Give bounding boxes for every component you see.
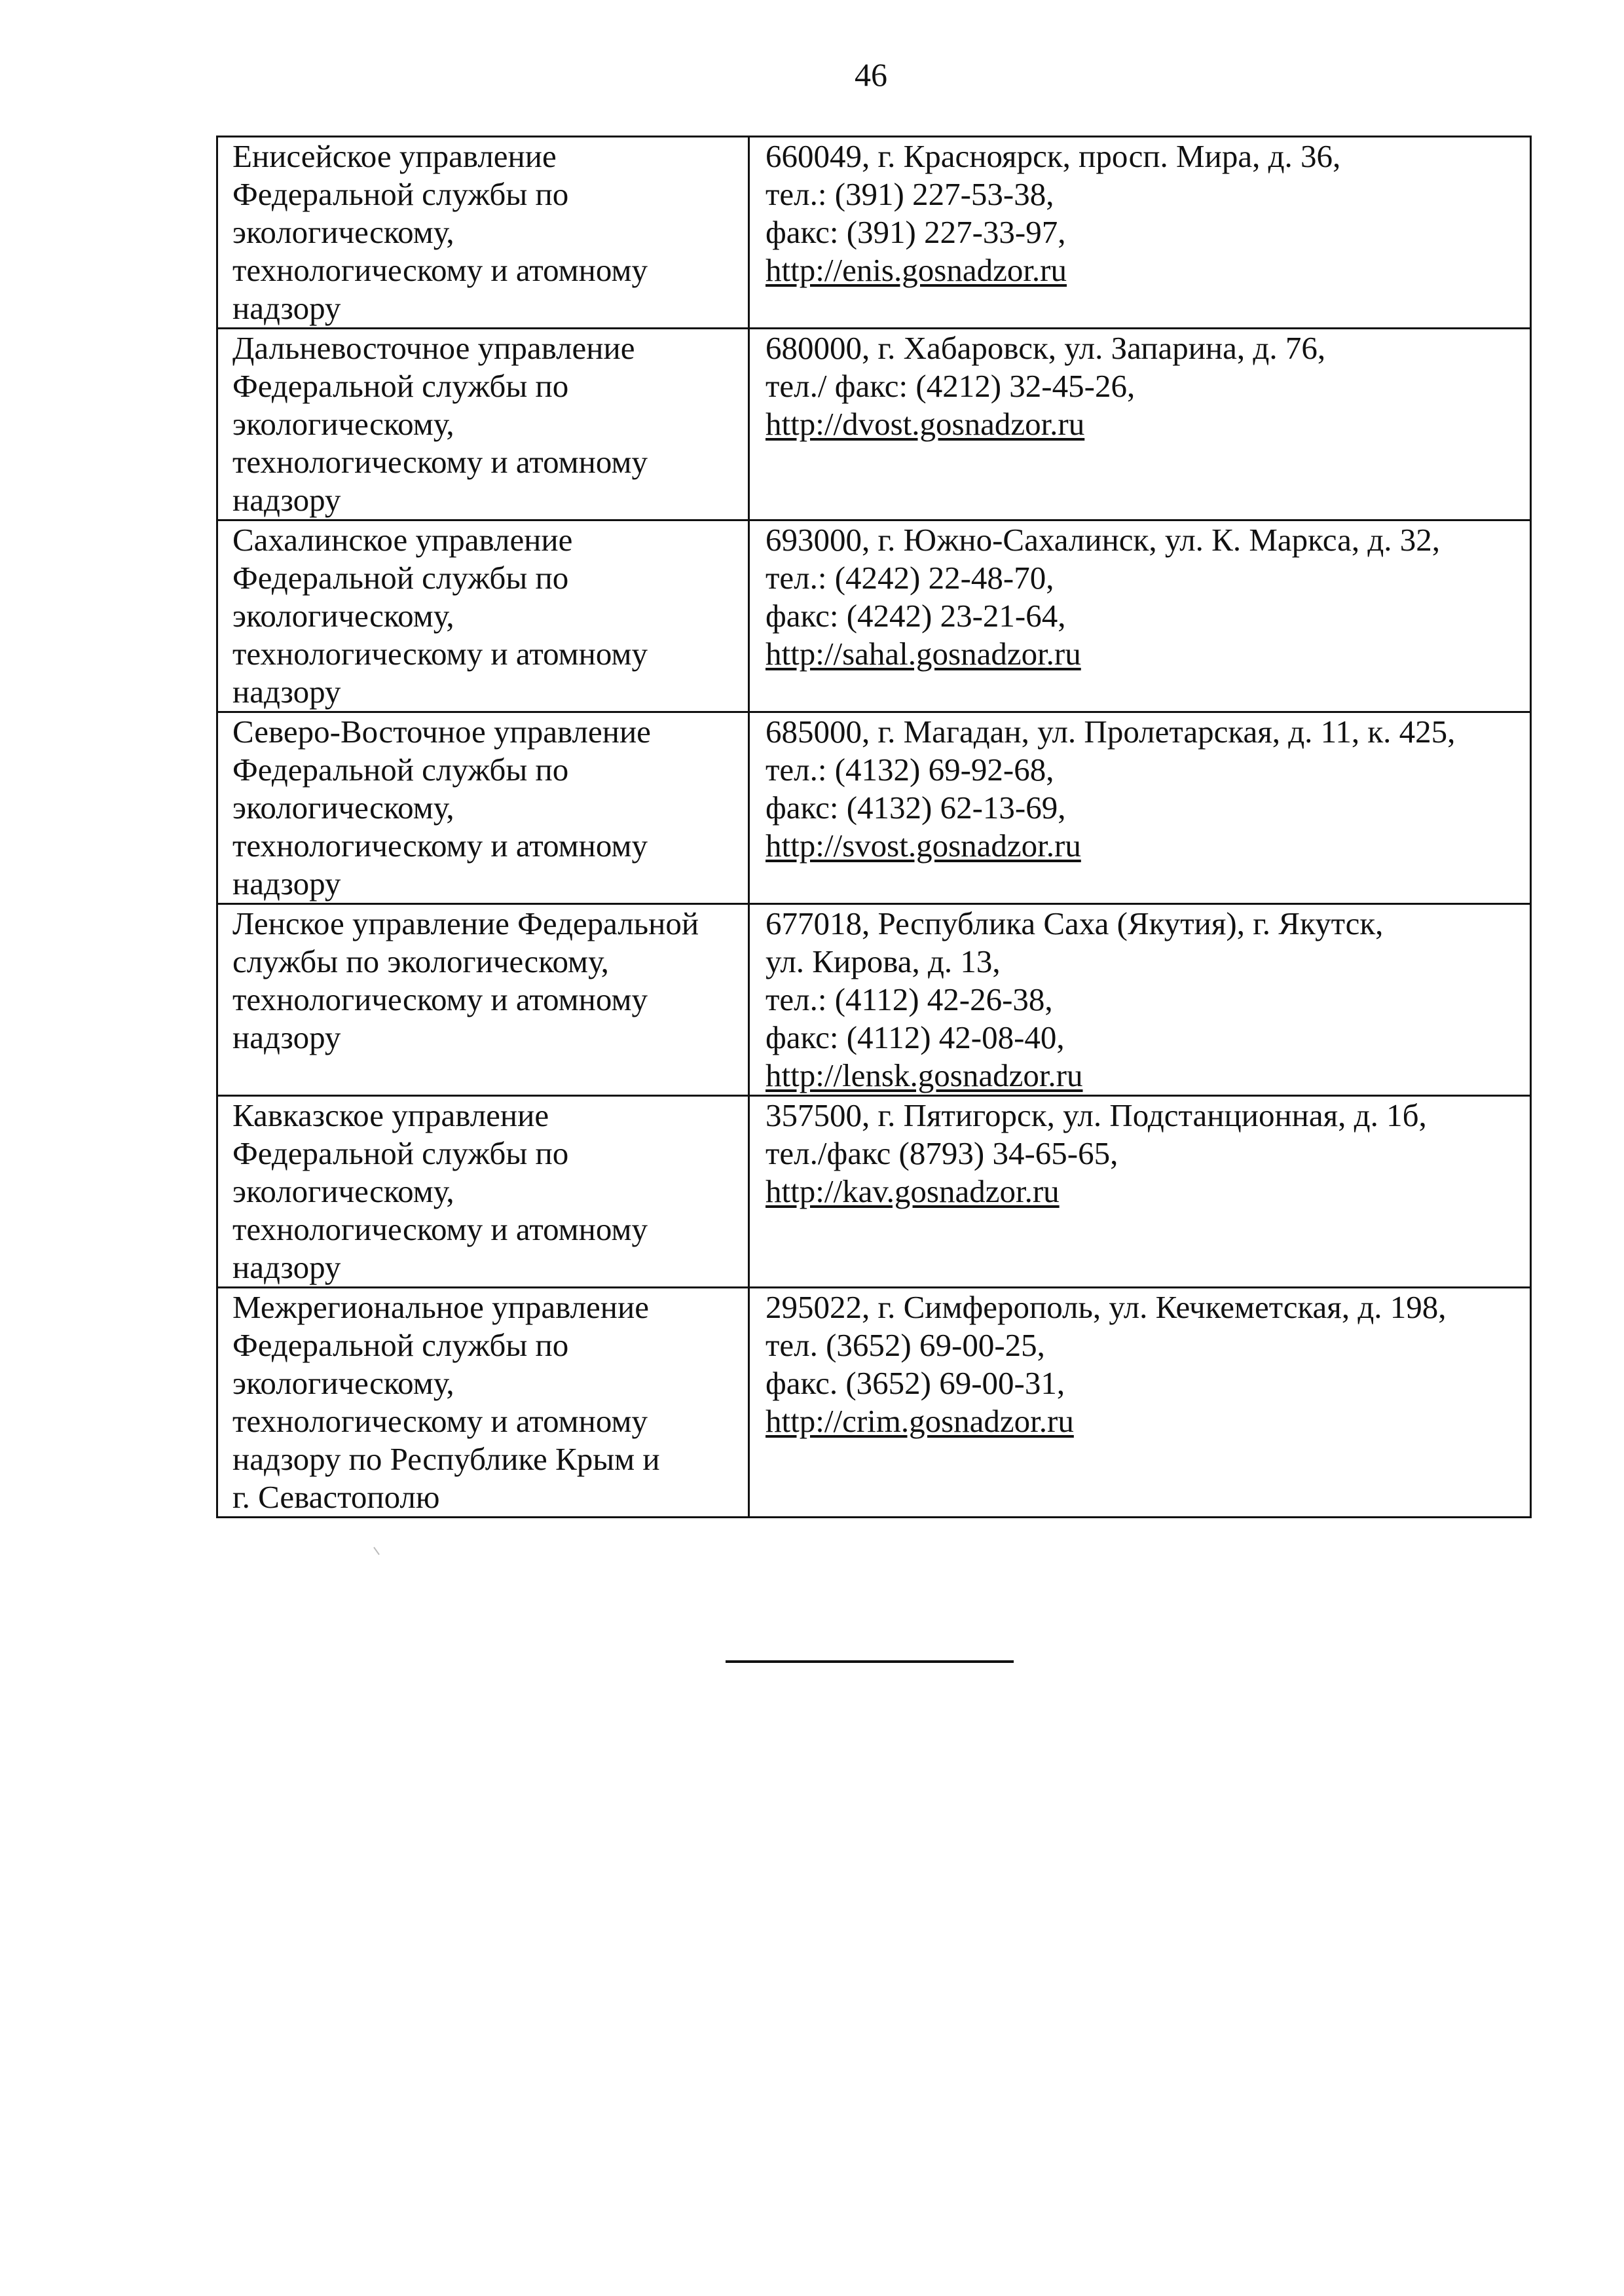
phone-fax-line: тел./факс (8793) 34-65-65,: [766, 1135, 1118, 1171]
office-name-cell: [217, 712, 749, 904]
document-end-rule: [726, 1660, 1014, 1663]
fax-line: факс: (4242) 23-21-64,: [766, 598, 1066, 634]
office-name-cell: [217, 329, 749, 520]
office-name-line: экологическому,: [232, 790, 454, 826]
fax-line: факс: (391) 227-33-97,: [766, 214, 1066, 250]
table-row: [217, 1288, 1531, 1518]
office-contacts-cell: [749, 712, 1531, 904]
territorial-offices-table: [216, 136, 1532, 1518]
office-contacts-cell: [749, 520, 1531, 712]
address-line: 660049, г. Красноярск, просп. Мира, д. 36,: [766, 138, 1341, 174]
fax-line: факс. (3652) 69-00-31,: [766, 1365, 1065, 1401]
office-name-line: надзору: [232, 866, 341, 902]
office-name-line: Федеральной службы по: [232, 560, 569, 596]
address-line: 693000, г. Южно-Сахалинск, ул. К. Маркса, д. 32,: [766, 522, 1441, 558]
office-contacts-cell: [749, 1096, 1531, 1288]
office-name-line: Кавказское управление: [232, 1097, 549, 1133]
website-link[interactable]: http://enis.gosnadzor.ru: [766, 252, 1067, 288]
office-name-line: Федеральной службы по: [232, 368, 569, 404]
office-name-line: технологическому и атомному: [232, 444, 648, 480]
scan-speck: [373, 1547, 380, 1556]
office-name-cell: [217, 520, 749, 712]
website-link[interactable]: http://kav.gosnadzor.ru: [766, 1173, 1060, 1209]
phone-line: тел.: (4132) 69-92-68,: [766, 752, 1054, 788]
office-name-line: экологическому,: [232, 1365, 454, 1401]
phone-line: тел. (3652) 69-00-25,: [766, 1327, 1045, 1363]
office-contacts-cell: [749, 1288, 1531, 1518]
phone-fax-line: тел./ факс: (4212) 32-45-26,: [766, 368, 1135, 404]
office-name-line: технологическому и атомному: [232, 981, 648, 1017]
office-contacts-cell: [749, 329, 1531, 520]
office-name-line: надзору: [232, 290, 341, 326]
office-name-line: технологическому и атомному: [232, 636, 648, 672]
office-name-line: г. Севастополю: [232, 1479, 440, 1515]
website-link[interactable]: http://dvost.gosnadzor.ru: [766, 406, 1085, 442]
office-name-line: Сахалинское управление: [232, 522, 573, 558]
office-name-line: технологическому и атомному: [232, 252, 648, 288]
table-row: [217, 712, 1531, 904]
address-line: 685000, г. Магадан, ул. Пролетарская, д. 11, к. 425,: [766, 714, 1456, 750]
office-name-line: Ленское управление Федеральной: [232, 905, 699, 941]
office-name-line: Федеральной службы по: [232, 176, 569, 212]
office-name-line: технологическому и атомному: [232, 828, 648, 864]
office-name-line: экологическому,: [232, 214, 454, 250]
office-name-line: службы по экологическому,: [232, 943, 609, 979]
table-row: [217, 137, 1531, 329]
office-name-line: Федеральной службы по: [232, 1327, 569, 1363]
website-link[interactable]: http://crim.gosnadzor.ru: [766, 1403, 1074, 1439]
address-line: 357500, г. Пятигорск, ул. Подстанционная, д. 1б,: [766, 1097, 1427, 1133]
office-name-line: надзору: [232, 482, 341, 518]
address-line: 295022, г. Симферополь, ул. Кечкеметская, д. 198,: [766, 1289, 1447, 1325]
address-line: 677018, Республика Саха (Якутия), г. Якутск,: [766, 905, 1384, 941]
website-link[interactable]: http://lensk.gosnadzor.ru: [766, 1057, 1083, 1093]
website-link[interactable]: http://sahal.gosnadzor.ru: [766, 636, 1081, 672]
office-name-line: Северо-Восточное управление: [232, 714, 651, 750]
office-name-line: технологическому и атомному: [232, 1403, 648, 1439]
office-name-line: надзору по Республике Крым и: [232, 1441, 660, 1477]
office-name-line: Межрегиональное управление: [232, 1289, 649, 1325]
phone-line: тел.: (4242) 22-48-70,: [766, 560, 1054, 596]
table-row: [217, 1096, 1531, 1288]
page-number: 46: [855, 56, 887, 93]
office-name-line: Енисейское управление: [232, 138, 557, 174]
office-name-line: Федеральной службы по: [232, 1135, 569, 1171]
office-name-line: экологическому,: [232, 598, 454, 634]
office-name-cell: [217, 1096, 749, 1288]
table-row: [217, 904, 1531, 1096]
office-name-line: экологическому,: [232, 406, 454, 442]
office-name-cell: [217, 137, 749, 329]
office-name-line: надзору: [232, 1019, 341, 1055]
office-contacts-cell: [749, 137, 1531, 329]
fax-line: факс: (4132) 62-13-69,: [766, 790, 1066, 826]
office-name-line: экологическому,: [232, 1173, 454, 1209]
office-name-line: технологическому и атомному: [232, 1211, 648, 1247]
table-row: [217, 329, 1531, 520]
phone-line: тел.: (391) 227-53-38,: [766, 176, 1054, 212]
office-name-line: Федеральной службы по: [232, 752, 569, 788]
office-name-line: надзору: [232, 1249, 341, 1285]
address-line: 680000, г. Хабаровск, ул. Запарина, д. 76,: [766, 330, 1326, 366]
fax-line: факс: (4112) 42-08-40,: [766, 1019, 1065, 1055]
table-row: [217, 520, 1531, 712]
phone-line: тел.: (4112) 42-26-38,: [766, 981, 1053, 1017]
office-contacts-cell: [749, 904, 1531, 1096]
address-line: ул. Кирова, д. 13,: [766, 943, 1001, 979]
office-name-line: Дальневосточное управление: [232, 330, 635, 366]
website-link[interactable]: http://svost.gosnadzor.ru: [766, 828, 1081, 864]
office-name-cell: [217, 1288, 749, 1518]
office-name-cell: [217, 904, 749, 1096]
office-name-line: надзору: [232, 674, 341, 710]
